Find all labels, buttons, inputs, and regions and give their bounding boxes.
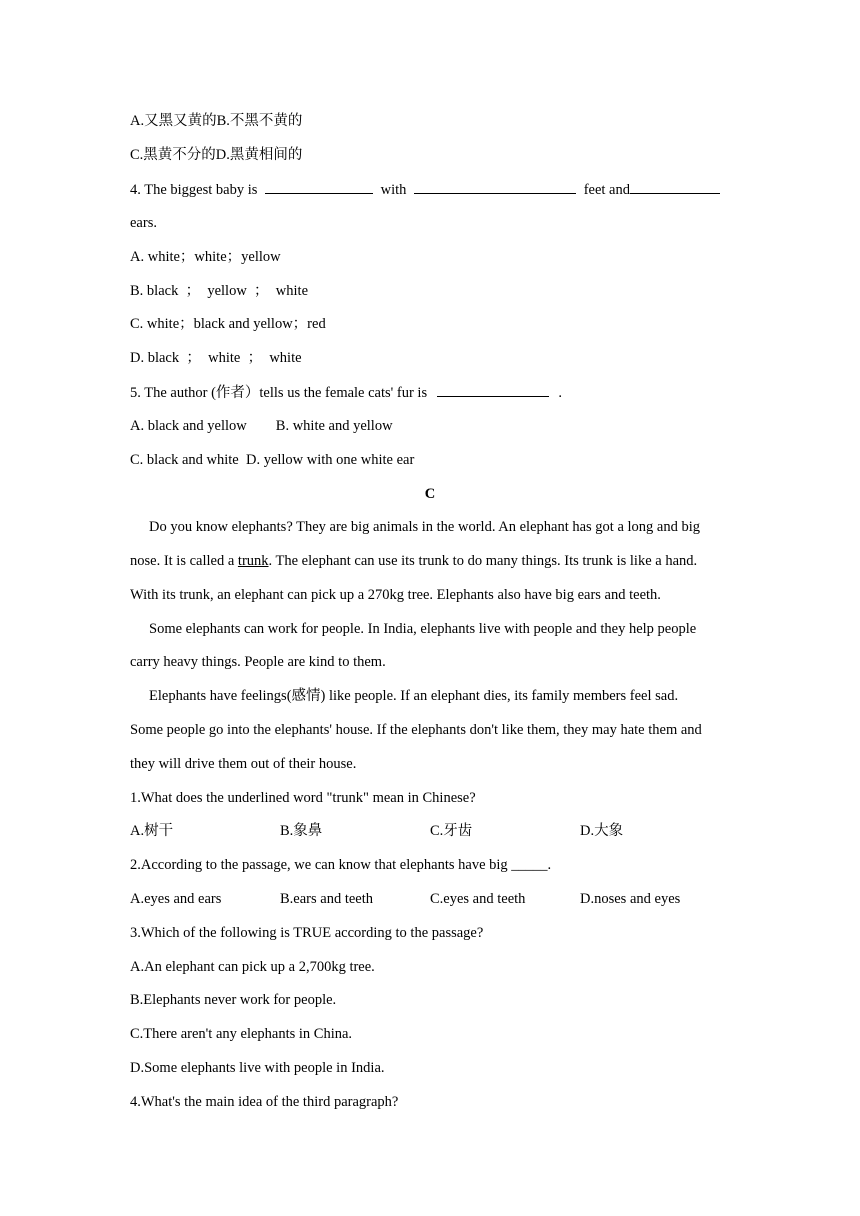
passage-p1-line1: Do you know elephants? They are big animals in the world. An elephant has got a long and big xyxy=(149,519,701,535)
passage-p3-line2: Some people go into the elephants' house. If the elephants don't like them, they may hate them and xyxy=(130,722,702,738)
passage-p3-line3: they will drive them out of their house. xyxy=(130,756,357,772)
passage-p1-line2 xyxy=(130,551,697,571)
c-q1-option-b: B.象鼻 xyxy=(280,823,323,839)
q4-text-3: feet and xyxy=(583,182,630,198)
c-q2-question: 2.According to the passage, we can know that elephants have big _____. xyxy=(130,857,552,873)
q5-text-2: . xyxy=(558,385,562,401)
passage-p1-line3: With its trunk, an elephant can pick up a 270kg tree. Elephants also have big ears and teeth. xyxy=(130,587,661,603)
c-q1-option-d: D.大象 xyxy=(580,823,624,839)
c-q3-option-c: C.There aren't any elephants in China. xyxy=(130,1026,353,1042)
q4-question xyxy=(130,179,720,200)
c-q2-option-a: A.eyes and ears xyxy=(130,891,222,907)
q5-text-1: 5. The author (作者）tells us the female cats' fur is xyxy=(130,385,428,401)
c-q1-question: 1.What does the underlined word "trunk" mean in Chinese? xyxy=(130,790,476,806)
c-q3-question: 3.Which of the following is TRUE according to the passage? xyxy=(130,925,484,941)
c-q1-option-c: C.牙齿 xyxy=(430,823,473,839)
underlined-word-trunk: trunk xyxy=(237,553,269,569)
q4-text-2: with xyxy=(380,182,407,198)
c-q1-options xyxy=(130,821,730,841)
q5-blank xyxy=(437,382,549,397)
q4-option-c: C. white；black and yellow；red xyxy=(130,316,326,332)
passage-p3-line1: Elephants have feelings(感情) like people. If an elephant dies, its family members feel sad. xyxy=(149,688,679,704)
q3-options-line1: A.又黑又黄的B.不黑不黄的 xyxy=(130,113,303,129)
passage-p2-line2: carry heavy things. People are kind to them. xyxy=(130,654,386,670)
q4-option-a: A. white；white；yellow xyxy=(130,249,281,265)
q4-blank-1 xyxy=(265,179,373,194)
c-q2-option-d: D.noses and eyes xyxy=(580,891,681,907)
c-q2-option-b: B.ears and teeth xyxy=(280,891,374,907)
passage-text: nose. It is called a xyxy=(130,553,238,569)
q3-options-line2: C.黑黄不分的D.黑黄相间的 xyxy=(130,147,303,163)
c-q2-option-c: C.eyes and teeth xyxy=(430,891,526,907)
q4-text-1: 4. The biggest baby is xyxy=(130,182,258,198)
q4-option-d: D. black ； white ； white xyxy=(130,350,302,366)
q5-question xyxy=(130,382,562,403)
c-q2-options xyxy=(130,889,730,909)
c-q3-option-a: A.An elephant can pick up a 2,700kg tree. xyxy=(130,959,375,975)
c-q1-option-a: A.树干 xyxy=(130,823,174,839)
q4-blank-3 xyxy=(630,179,720,194)
q5-options-cd: C. black and white D. yellow with one white ear xyxy=(130,452,415,468)
passage-p2-line1: Some elephants can work for people. In India, elephants live with people and they help people xyxy=(149,621,697,637)
passage-text: . The elephant can use its trunk to do many things. Its trunk is like a hand. xyxy=(268,553,698,569)
q4-text-4: ears. xyxy=(130,215,157,231)
section-heading: C xyxy=(424,486,436,502)
c-q3-option-b: B.Elephants never work for people. xyxy=(130,992,337,1008)
q4-option-b: B. black ； yellow ； white xyxy=(130,283,309,299)
q5-options-ab: A. black and yellow B. white and yellow xyxy=(130,418,393,434)
q4-blank-2 xyxy=(414,179,576,194)
c-q4-question: 4.What's the main idea of the third paragraph? xyxy=(130,1094,399,1110)
c-q3-option-d: D.Some elephants live with people in India. xyxy=(130,1060,385,1076)
